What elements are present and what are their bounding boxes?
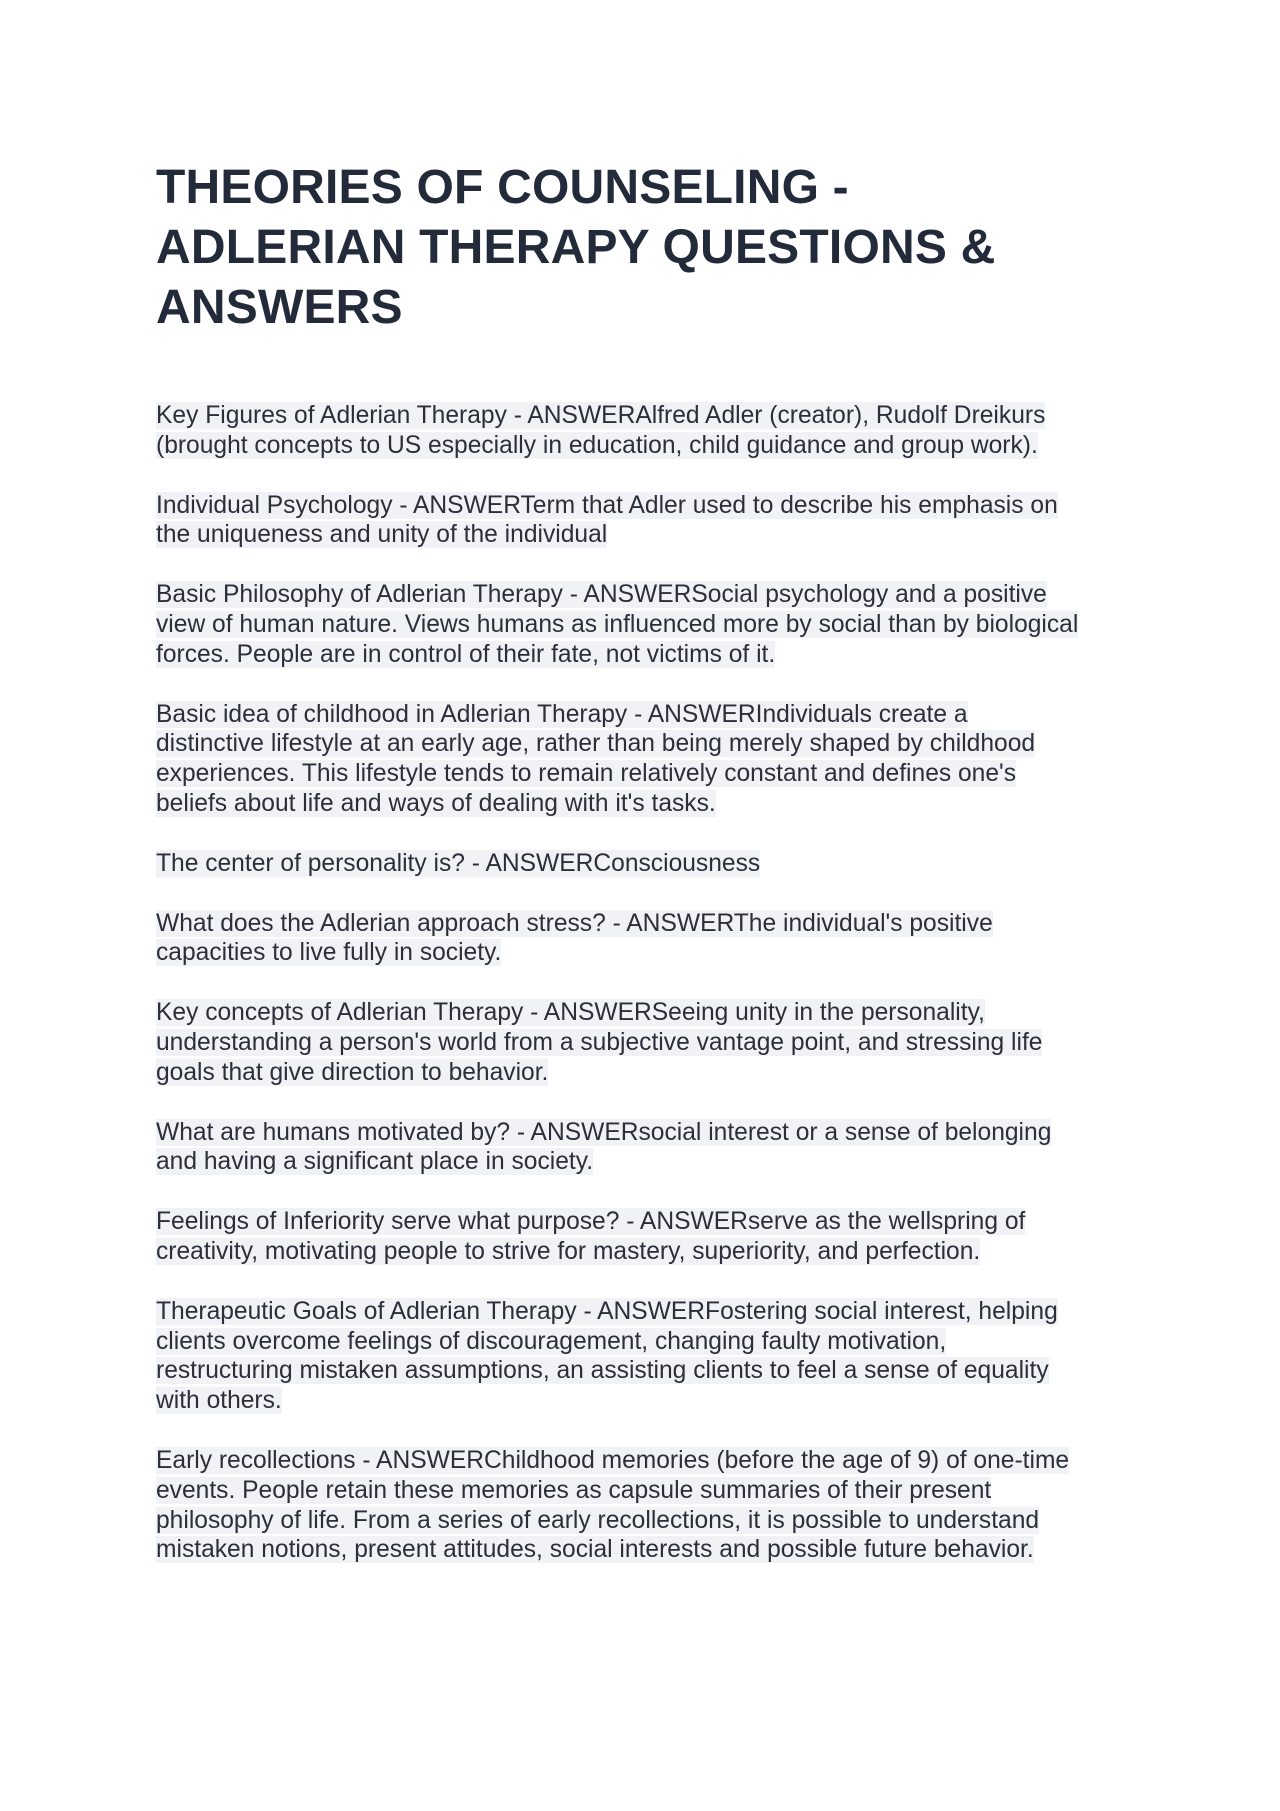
qa-list (156, 401, 1146, 1565)
qa-line: and having a significant place in society. (156, 1148, 594, 1176)
title-line: THEORIES OF COUNSELING - (156, 161, 849, 214)
qa-item (156, 849, 1146, 879)
qa-line: view of human nature. Views humans as influenced more by social than by biological (156, 610, 1079, 638)
qa-line: What are humans motivated by? - ANSWERsocial interest or a sense of belonging (156, 1118, 1052, 1146)
qa-line: What does the Adlerian approach stress? - ANSWERThe individual's positive (156, 909, 993, 937)
qa-line: forces. People are in control of their fate, not victims of it. (156, 640, 776, 668)
qa-line: Early recollections - ANSWERChildhood memories (before the age of 9) of one-time (156, 1446, 1070, 1474)
qa-line: Basic Philosophy of Adlerian Therapy - ANSWERSocial psychology and a positive (156, 581, 1047, 609)
document-page (156, 158, 1146, 1595)
qa-line: with others. (156, 1387, 282, 1415)
qa-line: beliefs about life and ways of dealing with it's tasks. (156, 789, 716, 817)
qa-line: Key concepts of Adlerian Therapy - ANSWERSeeing unity in the personality, (156, 999, 985, 1027)
qa-line: Feelings of Inferiority serve what purpose? - ANSWERserve as the wellspring of (156, 1208, 1026, 1236)
title-line: ADLERIAN THERAPY QUESTIONS & (156, 221, 996, 274)
qa-line: capacities to live fully in society. (156, 939, 502, 967)
qa-item (156, 491, 1146, 551)
qa-line: Basic idea of childhood in Adlerian Therapy - ANSWERIndividuals create a (156, 700, 968, 728)
qa-line: understanding a person's world from a subjective vantage point, and stressing life (156, 1028, 1043, 1056)
qa-line: Key Figures of Adlerian Therapy - ANSWERAlfred Adler (creator), Rudolf Dreikurs (156, 402, 1046, 429)
title-line: ANSWERS (156, 281, 403, 334)
qa-line: restructuring mistaken assumptions, an assisting clients to feel a sense of equality (156, 1357, 1049, 1385)
qa-line: goals that give direction to behavior. (156, 1058, 549, 1086)
qa-item (156, 700, 1146, 819)
qa-line: the uniqueness and unity of the individual (156, 521, 608, 549)
qa-item (156, 401, 1146, 461)
qa-line: Individual Psychology - ANSWERTerm that Adler used to describe his emphasis on (156, 491, 1058, 519)
qa-item (156, 909, 1146, 969)
qa-item (156, 998, 1146, 1087)
qa-line: events. People retain these memories as capsule summaries of their present (156, 1476, 992, 1504)
qa-line: clients overcome feelings of discouragement, changing faulty motivation, (156, 1327, 947, 1355)
qa-line: distinctive lifestyle at an early age, rather than being merely shaped by childhood (156, 730, 1036, 758)
qa-line: experiences. This lifestyle tends to remain relatively constant and defines one's (156, 760, 1017, 788)
qa-line: mistaken notions, present attitudes, social interests and possible future behavior. (156, 1536, 1034, 1564)
qa-line: The center of personality is? - ANSWERConsciousness (156, 849, 761, 877)
qa-item (156, 1297, 1146, 1416)
qa-line: Therapeutic Goals of Adlerian Therapy - ANSWERFostering social interest, helping (156, 1297, 1058, 1325)
qa-item (156, 1118, 1146, 1178)
qa-line: philosophy of life. From a series of early recollections, it is possible to understand (156, 1506, 1040, 1534)
qa-item (156, 1207, 1146, 1267)
qa-item (156, 580, 1146, 669)
qa-line: (brought concepts to US especially in education, child guidance and group work). (156, 431, 1038, 459)
document-title (156, 158, 1146, 338)
qa-line: creativity, motivating people to strive for mastery, superiority, and perfection. (156, 1237, 981, 1265)
qa-item (156, 1446, 1146, 1565)
